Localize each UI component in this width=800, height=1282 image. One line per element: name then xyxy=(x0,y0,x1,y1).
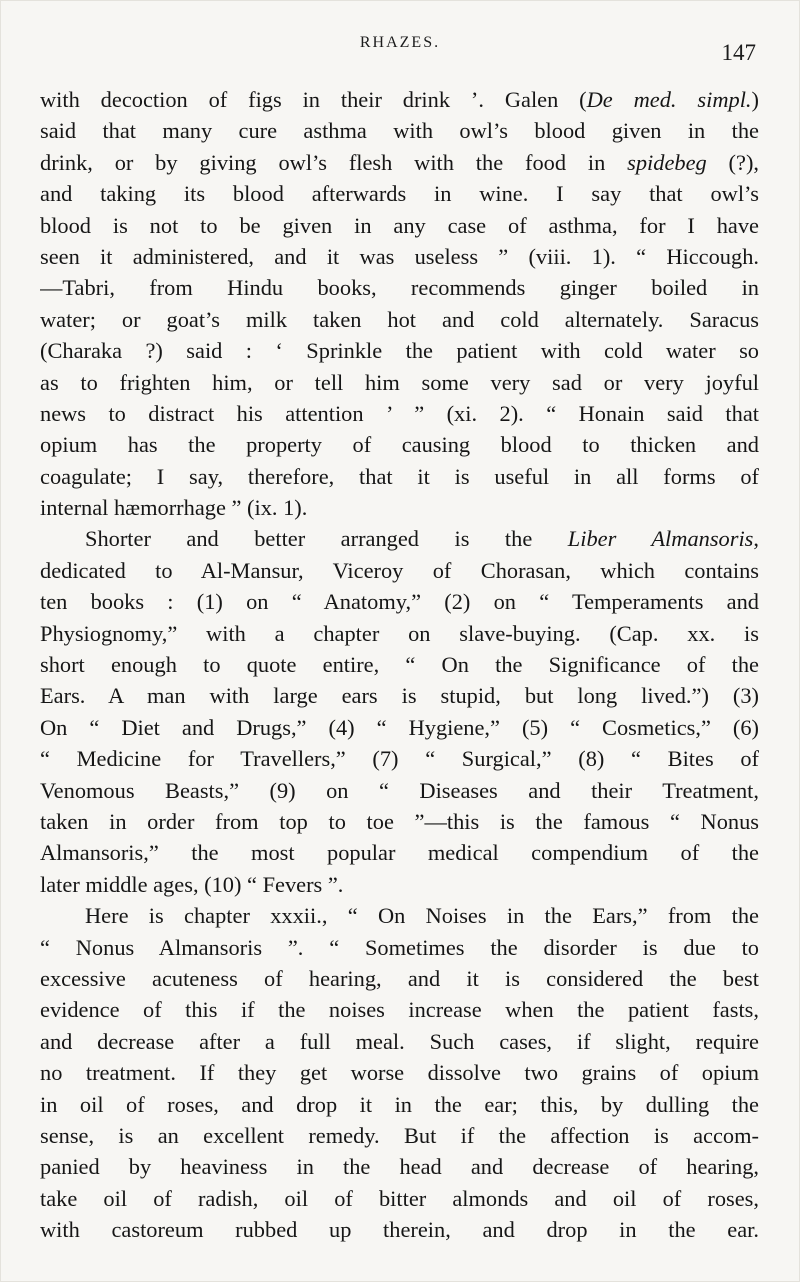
text-line xyxy=(40,1183,759,1214)
text-run: no treatment. If they get worse dissolve two grains of opium xyxy=(40,1060,759,1086)
text-line xyxy=(40,147,759,178)
text-line xyxy=(40,367,759,398)
italic-text: Liber Almansoris xyxy=(567,526,754,552)
text-line xyxy=(40,994,759,1025)
text-line xyxy=(40,429,759,460)
text-line xyxy=(40,1120,759,1151)
text-line xyxy=(40,461,759,492)
text-run: dedicated to Al-Mansur, Viceroy of Chorasan, which contains xyxy=(40,557,759,583)
text-run: Here is chapter xxxii., “ On Noises in the Ears,” from the xyxy=(85,903,759,929)
text-run: Ears. A man with large ears is stupid, but long lived.”) (3) xyxy=(40,683,759,709)
text-run: take oil of radish, oil of bitter almonds and oil of roses, xyxy=(40,1185,759,1211)
text-run: panied by heaviness in the head and decrease of hearing, xyxy=(40,1154,759,1180)
text-line xyxy=(40,241,759,272)
text-run: water; or goat’s milk taken hot and cold alternately. Saracus xyxy=(40,306,759,332)
text-run: with decoction of figs in their drink ’. Galen ( xyxy=(40,87,587,112)
text-run: later middle ages, (10) “ Fevers ”. xyxy=(40,871,344,897)
text-run: internal hæmorrhage ” (ix. 1). xyxy=(40,495,308,521)
page-number: 147 xyxy=(721,40,756,65)
text-line xyxy=(40,555,759,586)
text-line xyxy=(40,210,759,241)
text-run: Physiognomy,” with a chapter on slave-buying. (Cap. xx. is xyxy=(40,620,759,646)
text-run: blood is not to be given in any case of asthma, for I have xyxy=(40,212,759,238)
body-text xyxy=(40,84,759,1245)
text-line xyxy=(40,1151,759,1182)
text-line xyxy=(40,837,759,868)
text-run: Venomous Beasts,” (9) on “ Diseases and their Treatment, xyxy=(40,777,759,803)
text-line xyxy=(40,523,759,554)
text-line xyxy=(40,84,759,115)
text-run: (?), xyxy=(706,149,759,175)
text-run: Shorter and better arranged is the xyxy=(85,526,568,552)
text-run: news to distract his attention ’ ” (xi. 2). “ Honain said that xyxy=(40,400,759,426)
text-line xyxy=(40,963,759,994)
text-line xyxy=(40,272,759,303)
text-run: excessive acuteness of hearing, and it is considered the best xyxy=(40,965,759,991)
text-line xyxy=(40,304,759,335)
text-run: seen it administered, and it was useless ” (viii. 1). “ Hiccough. xyxy=(40,243,759,269)
text-run: said that many cure asthma with owl’s blood given in the xyxy=(40,118,759,144)
text-run: taken in order from top to toe ”—this is the famous “ Nonus xyxy=(40,808,759,834)
text-run: in oil of roses, and drop it in the ear; this, by dulling the xyxy=(40,1091,759,1117)
text-run: sense, is an excellent remedy. But if the affection is accom- xyxy=(40,1122,759,1148)
text-run: , xyxy=(753,526,759,552)
text-line xyxy=(40,932,759,963)
running-head: RHAZES. xyxy=(359,34,441,51)
text-run: —Tabri, from Hindu books, recommends ginger boiled in xyxy=(40,275,759,301)
text-run: coagulate; I say, therefore, that it is useful in all forms of xyxy=(40,463,759,489)
text-run: opium has the property of causing blood to thicken and xyxy=(40,432,759,458)
text-line xyxy=(40,869,759,900)
italic-text: spidebeg xyxy=(627,149,707,175)
text-line xyxy=(40,712,759,743)
text-line xyxy=(40,1057,759,1088)
text-run: ) xyxy=(751,87,759,112)
text-line xyxy=(40,586,759,617)
text-line xyxy=(40,743,759,774)
text-line xyxy=(40,806,759,837)
text-line xyxy=(40,618,759,649)
text-line xyxy=(40,178,759,209)
text-run: “ Nonus Almansoris ”. “ Sometimes the disorder is due to xyxy=(40,934,759,960)
text-run: short enough to quote entire, “ On the Significance of the xyxy=(40,652,759,678)
text-run: ten books : (1) on “ Anatomy,” (2) on “ Temperaments and xyxy=(40,589,759,615)
text-line xyxy=(40,1089,759,1120)
text-run: (Charaka ?) said : ‘ Sprinkle the patient with cold water so xyxy=(40,338,759,364)
text-run: On “ Diet and Drugs,” (4) “ Hygiene,” (5) “ Cosmetics,” (6) xyxy=(40,714,759,740)
text-run: and taking its blood afterwards in wine. I say that owl’s xyxy=(40,181,759,207)
text-line xyxy=(40,335,759,366)
text-line xyxy=(40,680,759,711)
text-run: Almansoris,” the most popular medical compendium of the xyxy=(40,840,759,866)
italic-text: De med. simpl. xyxy=(586,87,752,112)
text-line xyxy=(40,775,759,806)
text-line xyxy=(40,1026,759,1057)
text-run: and decrease after a full meal. Such cases, if slight, require xyxy=(40,1028,759,1054)
text-line xyxy=(40,900,759,931)
text-line xyxy=(40,398,759,429)
text-run: with castoreum rubbed up therein, and drop in the ear. xyxy=(40,1217,759,1243)
text-run: evidence of this if the noises increase when the patient fasts, xyxy=(40,997,759,1023)
text-run: “ Medicine for Travellers,” (7) “ Surgical,” (8) “ Bites of xyxy=(40,746,759,772)
text-run: drink, or by giving owl’s flesh with the food in xyxy=(40,149,628,175)
text-line xyxy=(40,1214,759,1245)
text-line xyxy=(40,649,759,680)
text-line xyxy=(40,492,759,523)
text-line xyxy=(40,115,759,146)
text-run: as to frighten him, or tell him some very sad or very joyful xyxy=(40,369,759,395)
